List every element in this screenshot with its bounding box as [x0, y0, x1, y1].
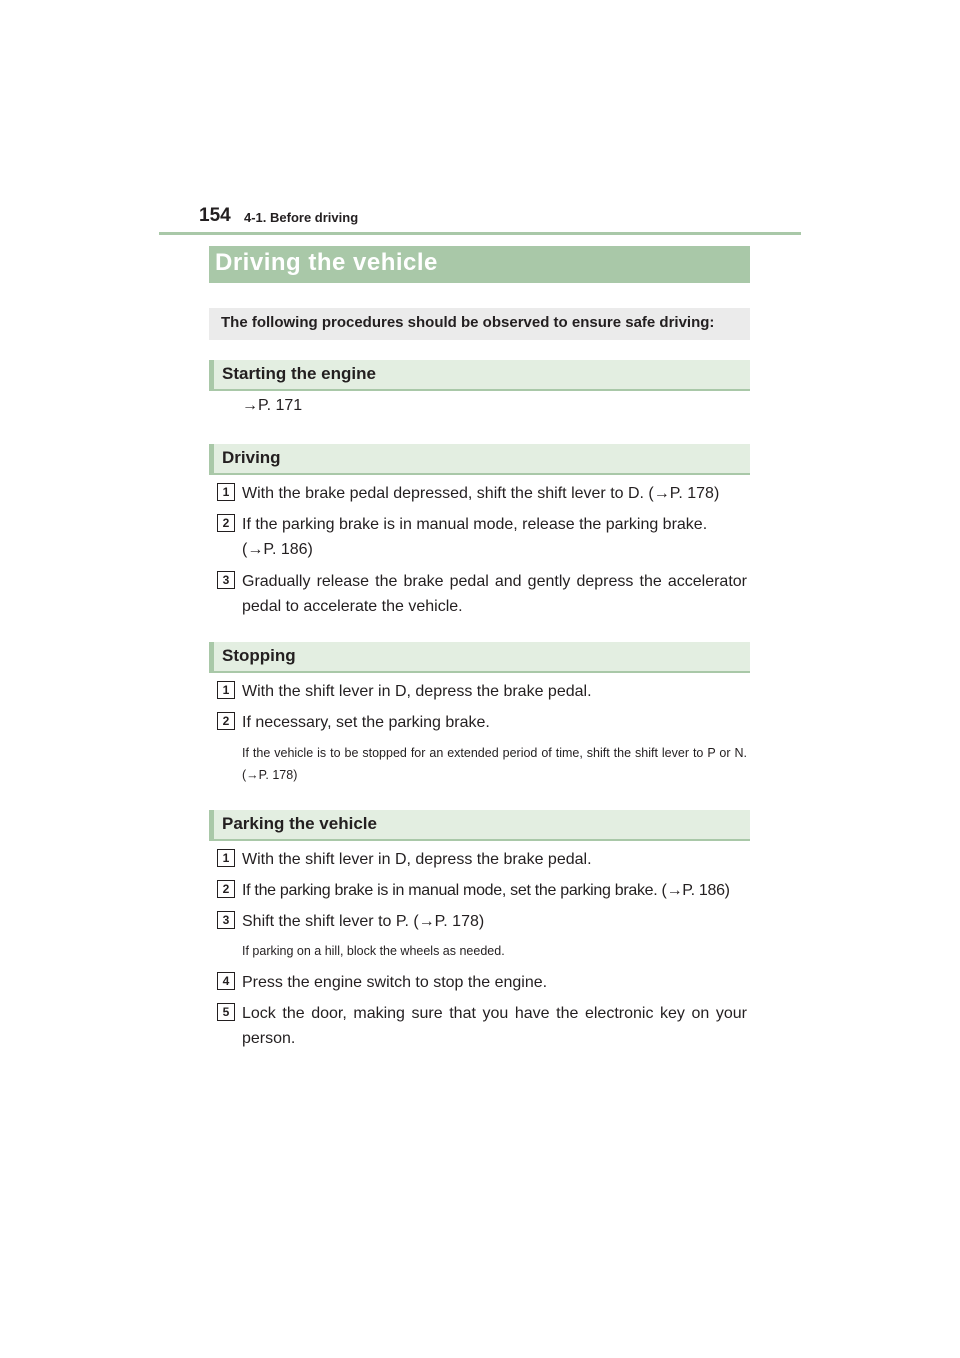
section-heading-text: Driving: [222, 448, 281, 467]
section-heading-text: Stopping: [222, 646, 296, 665]
stopping-note: If the vehicle is to be stopped for an extended period of time, shift the shift lever to P or N. (→P. 178): [242, 746, 747, 782]
step-text: Gradually release the brake pedal and gently depress the accelerator pedal to accelerate the vehicle.: [242, 573, 747, 615]
intro-box: [209, 308, 750, 340]
step-number: 1: [217, 849, 235, 867]
step-number: 3: [217, 911, 235, 929]
page-header: [159, 203, 801, 235]
parking-note: If parking on a hill, block the wheels as needed.: [242, 944, 505, 958]
step-text: With the shift lever in D, depress the brake pedal.: [242, 683, 592, 700]
page-title: Driving the vehicle: [215, 249, 438, 276]
step-number: 2: [217, 514, 235, 532]
step-number: 5: [217, 1003, 235, 1021]
step-text: Shift the shift lever to P. (→P. 178): [242, 913, 485, 930]
step-number: 3: [217, 571, 235, 589]
step-number: 1: [217, 681, 235, 699]
step-number: 2: [217, 712, 235, 730]
step-text: If the parking brake is in manual mode, set the parking brake. (→P. 186): [242, 882, 730, 899]
title-bar: [209, 246, 750, 283]
section-heading-stopping: [209, 642, 750, 673]
step-text: Lock the door, making sure that you have the electronic key on your person.: [242, 1005, 747, 1047]
step-text: With the brake pedal depressed, shift the shift lever to D. (→P. 178): [242, 485, 720, 502]
step-text: If the parking brake is in manual mode, release the parking brake. (→P. 186): [242, 516, 708, 558]
page-number: 154: [199, 205, 231, 226]
chapter-title: 4-1. Before driving: [244, 210, 359, 225]
header-divider: [159, 232, 801, 235]
step-number: 1: [217, 483, 235, 501]
section-heading-driving: [209, 444, 750, 475]
section-heading-parking: [209, 810, 750, 841]
section-heading-text: Starting the engine: [222, 364, 376, 383]
step-text: Press the engine switch to stop the engine.: [242, 974, 548, 991]
section-heading-starting-engine: [209, 360, 750, 391]
step-number: 4: [217, 972, 235, 990]
intro-text: The following procedures should be observed to ensure safe driving:: [221, 314, 715, 331]
page-reference-link[interactable]: →P. 171: [242, 397, 303, 414]
step-number: 2: [217, 880, 235, 898]
step-text: With the shift lever in D, depress the brake pedal.: [242, 851, 592, 868]
section-heading-text: Parking the vehicle: [222, 814, 377, 833]
step-text: If necessary, set the parking brake.: [242, 714, 490, 731]
